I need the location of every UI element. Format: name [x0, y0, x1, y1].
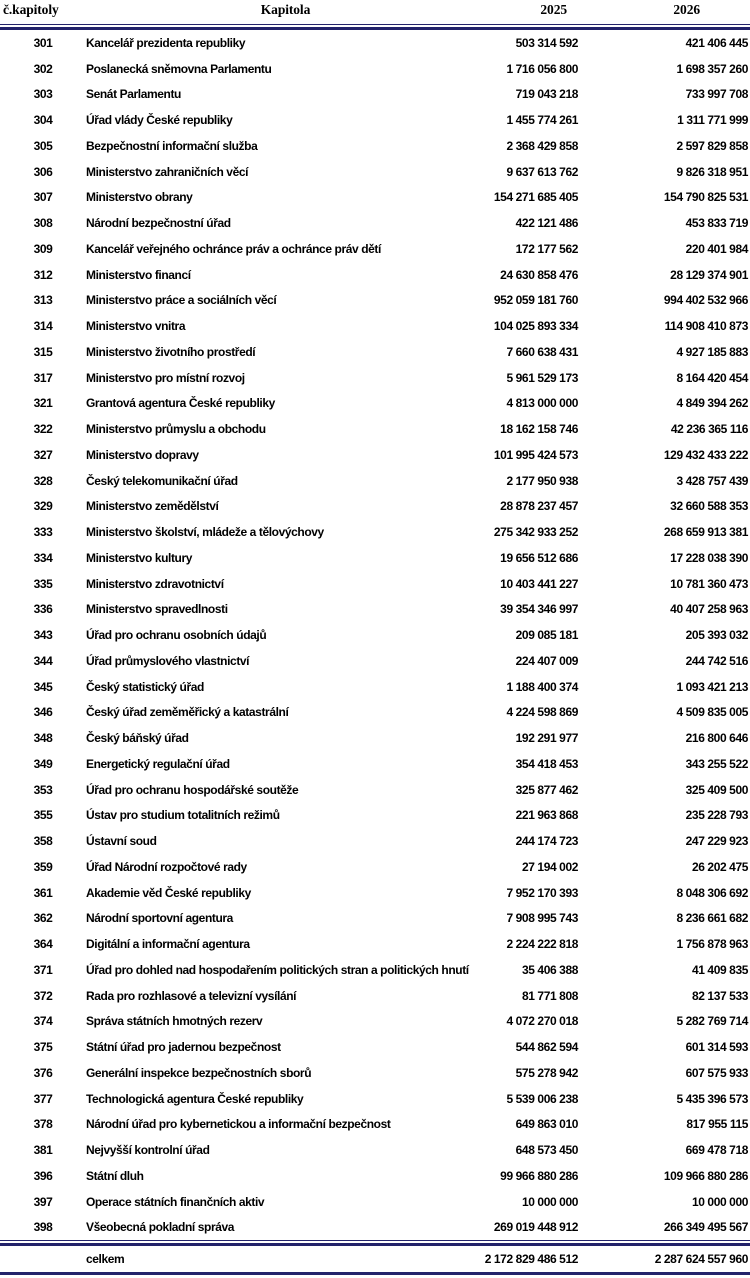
- cell-chapter-number: 321: [33, 396, 53, 411]
- cell-2026: 994 402 532 966: [663, 293, 748, 308]
- cell-2026: 247 229 923: [685, 834, 748, 849]
- cell-chapter-name: Akademie věd České republiky: [86, 885, 251, 900]
- cell-chapter-number: 315: [33, 344, 53, 359]
- cell-2026: 8 236 661 682: [676, 911, 748, 926]
- cell-chapter-name: Ústavní soud: [86, 834, 157, 849]
- cell-chapter-number: 358: [33, 834, 53, 849]
- column-header-chapter-number: č.kapitoly: [3, 2, 59, 17]
- cell-2025: 354 418 453: [515, 756, 578, 771]
- cell-2026: 5 435 396 573: [676, 1091, 748, 1106]
- cell-chapter-name: Úřad pro ochranu hospodářské soutěže: [86, 782, 299, 797]
- cell-2026: 10 781 360 473: [670, 576, 748, 591]
- table-row: [0, 545, 750, 571]
- table-row: [0, 29, 750, 56]
- cell-chapter-name: Poslanecká sněmovna Parlamentu: [86, 61, 272, 76]
- cell-chapter-name: Ministerstvo vnitra: [86, 319, 186, 334]
- table-row: [0, 828, 750, 854]
- cell-2025: 503 314 592: [515, 35, 578, 50]
- table-row: [0, 1060, 750, 1086]
- table-row: [0, 391, 750, 417]
- cell-chapter-number: 374: [33, 1014, 53, 1029]
- cell-2025: 7 660 638 431: [506, 344, 578, 359]
- cell-chapter-name: Státní úřad pro jadernou bezpečnost: [86, 1040, 281, 1055]
- table-row: [0, 82, 750, 108]
- cell-2026: 235 228 793: [685, 808, 748, 823]
- cell-2026: 32 660 588 353: [670, 499, 748, 514]
- cell-chapter-number: 308: [33, 216, 53, 231]
- cell-2025: 81 771 808: [521, 988, 578, 1003]
- cell-2025: 209 085 181: [515, 628, 578, 643]
- cell-chapter-number: 377: [33, 1091, 53, 1106]
- cell-2026: 40 407 258 963: [670, 602, 748, 617]
- cell-chapter-name: Kancelář veřejného ochránce práv a ochránce práv dětí: [86, 241, 381, 256]
- cell-chapter-number: 348: [33, 731, 53, 746]
- cell-chapter-number: 302: [33, 61, 53, 76]
- table-row: [0, 442, 750, 468]
- table-row: [0, 185, 750, 211]
- table-row: [0, 777, 750, 803]
- cell-chapter-name: Nejvyšší kontrolní úřad: [86, 1143, 210, 1158]
- table-row: [0, 1189, 750, 1215]
- cell-chapter-name: Ministerstvo dopravy: [86, 447, 199, 462]
- total-row: [0, 1245, 750, 1274]
- total-row-spacer: [0, 1245, 86, 1274]
- cell-chapter-name: Ministerstvo zahraničních věcí: [86, 164, 249, 179]
- cell-chapter-number: 361: [33, 885, 53, 900]
- cell-chapter-name: Ministerstvo zdravotnictví: [86, 576, 224, 591]
- cell-2025: 1 716 056 800: [506, 61, 578, 76]
- cell-chapter-number: 364: [33, 937, 53, 952]
- cell-chapter-number: 376: [33, 1065, 53, 1080]
- cell-2026: 421 406 445: [685, 35, 748, 50]
- cell-chapter-name: Ministerstvo zemědělství: [86, 499, 219, 514]
- table-row: [0, 674, 750, 700]
- cell-chapter-number: 381: [33, 1143, 53, 1158]
- cell-2026: 8 164 420 454: [676, 370, 748, 385]
- cell-2025: 422 121 486: [515, 216, 578, 231]
- table-row: [0, 1034, 750, 1060]
- cell-chapter-number: 344: [33, 653, 53, 668]
- table-header: [0, 0, 750, 29]
- table-row: [0, 133, 750, 159]
- table-row: [0, 906, 750, 932]
- cell-chapter-name: Národní sportovní agentura: [86, 911, 233, 926]
- cell-chapter-name: Energetický regulační úřad: [86, 756, 230, 771]
- cell-2026: 266 349 495 567: [663, 1220, 748, 1235]
- cell-2026: 4 927 185 883: [676, 344, 748, 359]
- cell-2025: 648 573 450: [515, 1143, 578, 1158]
- cell-chapter-name: Ústav pro studium totalitních režimů: [86, 808, 280, 823]
- cell-2025: 27 194 002: [521, 859, 578, 874]
- cell-chapter-number: 307: [33, 190, 53, 205]
- cell-chapter-name: Úřad průmyslového vlastnictví: [86, 653, 250, 668]
- cell-chapter-number: 398: [33, 1220, 53, 1235]
- cell-2026: 10 000 000: [691, 1194, 748, 1209]
- cell-2026: 453 833 719: [685, 216, 748, 231]
- cell-2025: 172 177 562: [515, 241, 578, 256]
- column-header-2026: 2026: [673, 2, 700, 17]
- cell-chapter-name: Úřad pro ochranu osobních údajů: [86, 628, 267, 643]
- table-row: [0, 1009, 750, 1035]
- cell-2025: 5 961 529 173: [506, 370, 578, 385]
- cell-chapter-number: 345: [33, 679, 53, 694]
- cell-2025: 9 637 613 762: [506, 164, 578, 179]
- bottom-rule: [0, 1274, 750, 1276]
- cell-chapter-number: 353: [33, 782, 53, 797]
- cell-chapter-number: 372: [33, 988, 53, 1003]
- cell-chapter-name: Ministerstvo průmyslu a obchodu: [86, 422, 266, 437]
- cell-2025: 18 162 158 746: [500, 422, 578, 437]
- table-row: [0, 571, 750, 597]
- cell-chapter-number: 362: [33, 911, 53, 926]
- cell-2025: 5 539 006 238: [506, 1091, 578, 1106]
- cell-2026: 216 800 646: [685, 731, 748, 746]
- cell-chapter-number: 346: [33, 705, 53, 720]
- table-row: [0, 313, 750, 339]
- cell-2026: 268 659 913 381: [663, 525, 748, 540]
- table-row: [0, 1215, 750, 1241]
- cell-2026: 733 997 708: [685, 87, 748, 102]
- cell-2026: 82 137 533: [691, 988, 748, 1003]
- table-row: [0, 957, 750, 983]
- cell-chapter-name: Ministerstvo životního prostředí: [86, 344, 256, 359]
- cell-2025: 4 224 598 869: [506, 705, 578, 720]
- cell-2025: 7 908 995 743: [506, 911, 578, 926]
- cell-2025: 4 072 270 018: [506, 1014, 578, 1029]
- cell-2025: 269 019 448 912: [493, 1220, 578, 1235]
- table-row: [0, 494, 750, 520]
- cell-chapter-number: 334: [33, 550, 53, 565]
- cell-2025: 35 406 388: [521, 962, 578, 977]
- table-row: [0, 725, 750, 751]
- cell-chapter-name: Bezpečnostní informační služba: [86, 138, 258, 153]
- cell-2025: 154 271 685 405: [493, 190, 578, 205]
- cell-chapter-number: 335: [33, 576, 53, 591]
- cell-chapter-number: 359: [33, 859, 53, 874]
- cell-2025: 1 188 400 374: [506, 679, 578, 694]
- cell-chapter-name: Kancelář prezidenta republiky: [86, 35, 246, 50]
- cell-2026: 9 826 318 951: [676, 164, 748, 179]
- table-row: [0, 210, 750, 236]
- cell-2026: 220 401 984: [685, 241, 748, 256]
- cell-2026: 607 575 933: [685, 1065, 748, 1080]
- table-row: [0, 880, 750, 906]
- cell-chapter-number: 314: [33, 319, 53, 334]
- cell-2025: 4 813 000 000: [506, 396, 578, 411]
- table-row: [0, 931, 750, 957]
- cell-chapter-number: 306: [33, 164, 53, 179]
- cell-2025: 39 354 346 997: [500, 602, 578, 617]
- cell-chapter-name: Ministerstvo pro místní rozvoj: [86, 370, 245, 385]
- cell-chapter-number: 313: [33, 293, 53, 308]
- total-label: celkem: [86, 1252, 125, 1267]
- cell-chapter-number: 312: [33, 267, 53, 282]
- cell-chapter-name: Všeobecná pokladní správa: [86, 1220, 235, 1235]
- table-row: [0, 236, 750, 262]
- table-body: [0, 29, 750, 1241]
- cell-2026: 669 478 718: [685, 1143, 748, 1158]
- cell-chapter-name: Český úřad zeměměřický a katastrální: [86, 705, 289, 720]
- cell-chapter-name: Úřad Národní rozpočtové rady: [86, 859, 247, 874]
- cell-chapter-name: Úřad pro dohled nad hospodařením politických stran a politických hnutí: [86, 962, 469, 977]
- column-header-chapter-name: Kapitola: [260, 2, 311, 17]
- cell-chapter-name: Ministerstvo spravedlnosti: [86, 602, 228, 617]
- cell-2026: 325 409 500: [685, 782, 748, 797]
- table-row: [0, 159, 750, 185]
- cell-2026: 817 955 115: [686, 1117, 748, 1132]
- table-row: [0, 854, 750, 880]
- cell-2026: 2 597 829 858: [676, 138, 748, 153]
- cell-2025: 575 278 942: [515, 1065, 578, 1080]
- table-row: [0, 262, 750, 288]
- cell-chapter-name: Digitální a informační agentura: [86, 937, 250, 952]
- cell-2025: 275 342 933 252: [493, 525, 578, 540]
- cell-chapter-name: Generální inspekce bezpečnostních sborů: [86, 1065, 312, 1080]
- cell-2025: 2 224 222 818: [506, 937, 578, 952]
- cell-2025: 24 630 858 476: [500, 267, 578, 282]
- table-row: [0, 56, 750, 82]
- cell-chapter-name: Rada pro rozhlasové a televizní vysílání: [86, 988, 297, 1003]
- cell-chapter-name: Technologická agentura České republiky: [86, 1091, 304, 1106]
- cell-chapter-number: 309: [33, 241, 53, 256]
- cell-2026: 1 756 878 963: [676, 937, 748, 952]
- cell-2025: 952 059 181 760: [493, 293, 578, 308]
- cell-2026: 26 202 475: [691, 859, 748, 874]
- cell-2025: 2 368 429 858: [506, 138, 578, 153]
- table-row: [0, 597, 750, 623]
- cell-chapter-number: 322: [33, 422, 53, 437]
- table-row: [0, 468, 750, 494]
- total-2026: 2 287 624 557 960: [654, 1252, 748, 1267]
- cell-chapter-number: 317: [33, 370, 53, 385]
- cell-2026: 4 849 394 262: [676, 396, 748, 411]
- table-row: [0, 288, 750, 314]
- cell-chapter-name: Ministerstvo obrany: [86, 190, 193, 205]
- table-row: [0, 416, 750, 442]
- cell-chapter-name: Správa státních hmotných rezerv: [86, 1014, 263, 1029]
- cell-chapter-number: 396: [33, 1168, 53, 1183]
- cell-2026: 154 790 825 531: [663, 190, 748, 205]
- cell-2026: 5 282 769 714: [676, 1014, 748, 1029]
- cell-chapter-number: 343: [33, 628, 53, 643]
- cell-chapter-name: Národní úřad pro kybernetickou a informační bezpečnost: [86, 1117, 391, 1132]
- cell-chapter-number: 378: [33, 1117, 53, 1132]
- cell-2026: 1 698 357 260: [676, 61, 748, 76]
- cell-2025: 101 995 424 573: [493, 447, 578, 462]
- cell-chapter-name: Grantová agentura České republiky: [86, 396, 275, 411]
- cell-chapter-number: 333: [33, 525, 53, 540]
- table-row: [0, 803, 750, 829]
- cell-chapter-number: 336: [33, 602, 53, 617]
- cell-2026: 601 314 593: [685, 1040, 748, 1055]
- table-header-row: [0, 0, 750, 25]
- cell-chapter-number: 371: [33, 962, 53, 977]
- cell-chapter-number: 303: [33, 87, 53, 102]
- cell-2026: 4 509 835 005: [676, 705, 748, 720]
- cell-2025: 28 878 237 457: [500, 499, 578, 514]
- cell-2026: 114 908 410 873: [664, 319, 748, 334]
- cell-2025: 19 656 512 686: [500, 550, 578, 565]
- cell-2026: 109 966 880 286: [663, 1168, 748, 1183]
- cell-2026: 1 311 771 999: [677, 113, 748, 128]
- cell-2025: 2 177 950 938: [506, 473, 578, 488]
- cell-chapter-name: Senát Parlamentu: [86, 87, 181, 102]
- table-row: [0, 700, 750, 726]
- cell-chapter-name: Český báňský úřad: [86, 731, 189, 746]
- cell-chapter-name: Úřad vlády České republiky: [86, 113, 233, 128]
- cell-chapter-name: Český telekomunikační úřad: [86, 473, 238, 488]
- table-row: [0, 1086, 750, 1112]
- cell-chapter-name: Národní bezpečnostní úřad: [86, 216, 231, 231]
- cell-2025: 649 863 010: [515, 1117, 578, 1132]
- cell-chapter-number: 355: [33, 808, 53, 823]
- cell-2025: 99 966 880 286: [500, 1168, 578, 1183]
- cell-2025: 221 963 868: [515, 808, 578, 823]
- cell-2026: 41 409 835: [691, 962, 748, 977]
- table-row: [0, 519, 750, 545]
- column-header-2025: 2025: [540, 2, 567, 17]
- cell-chapter-name: Český statistický úřad: [86, 679, 204, 694]
- cell-chapter-name: Ministerstvo kultury: [86, 550, 193, 565]
- cell-2025: 104 025 893 334: [493, 319, 578, 334]
- cell-2025: 1 455 774 261: [506, 113, 578, 128]
- cell-chapter-number: 327: [33, 447, 53, 462]
- table-row: [0, 1163, 750, 1189]
- cell-chapter-number: 329: [33, 499, 53, 514]
- table-row: [0, 107, 750, 133]
- cell-2026: 1 093 421 213: [676, 679, 748, 694]
- cell-2026: 129 432 433 222: [663, 447, 748, 462]
- cell-2025: 719 043 218: [515, 87, 578, 102]
- cell-chapter-number: 328: [33, 473, 53, 488]
- cell-chapter-name: Ministerstvo školství, mládeže a tělovýchovy: [86, 525, 324, 540]
- cell-2026: 3 428 757 439: [676, 473, 748, 488]
- table-row: [0, 648, 750, 674]
- cell-2026: 8 048 306 692: [676, 885, 748, 900]
- cell-chapter-name: Státní dluh: [86, 1168, 144, 1183]
- cell-chapter-number: 349: [33, 756, 53, 771]
- table-row: [0, 1137, 750, 1163]
- total-2025: 2 172 829 486 512: [484, 1252, 578, 1267]
- cell-2025: 7 952 170 393: [506, 885, 578, 900]
- cell-2025: 244 174 723: [515, 834, 578, 849]
- cell-chapter-number: 375: [33, 1040, 53, 1055]
- cell-2026: 244 742 516: [685, 653, 748, 668]
- cell-2025: 192 291 977: [515, 731, 578, 746]
- cell-chapter-number: 301: [33, 35, 53, 50]
- cell-chapter-name: Ministerstvo financí: [86, 267, 191, 282]
- cell-2026: 28 129 374 901: [670, 267, 748, 282]
- table-row: [0, 339, 750, 365]
- cell-chapter-name: Operace státních finančních aktiv: [86, 1194, 265, 1209]
- table-row: [0, 1112, 750, 1138]
- table-row: [0, 622, 750, 648]
- cell-2026: 205 393 032: [685, 628, 748, 643]
- cell-2025: 10 403 441 227: [500, 576, 578, 591]
- cell-chapter-number: 305: [33, 138, 53, 153]
- table-footer: [0, 1241, 750, 1276]
- table-row: [0, 983, 750, 1009]
- cell-chapter-name: Ministerstvo práce a sociálních věcí: [86, 293, 277, 308]
- cell-chapter-number: 397: [33, 1194, 53, 1209]
- cell-2025: 10 000 000: [521, 1194, 578, 1209]
- cell-2025: 325 877 462: [515, 782, 578, 797]
- cell-2025: 544 862 594: [515, 1040, 578, 1055]
- cell-2026: 42 236 365 116: [670, 422, 748, 437]
- table-row: [0, 365, 750, 391]
- cell-2026: 17 228 038 390: [670, 550, 748, 565]
- table-row: [0, 751, 750, 777]
- cell-2026: 343 255 522: [685, 756, 748, 771]
- cell-2025: 224 407 009: [515, 653, 578, 668]
- cell-chapter-number: 304: [33, 113, 53, 128]
